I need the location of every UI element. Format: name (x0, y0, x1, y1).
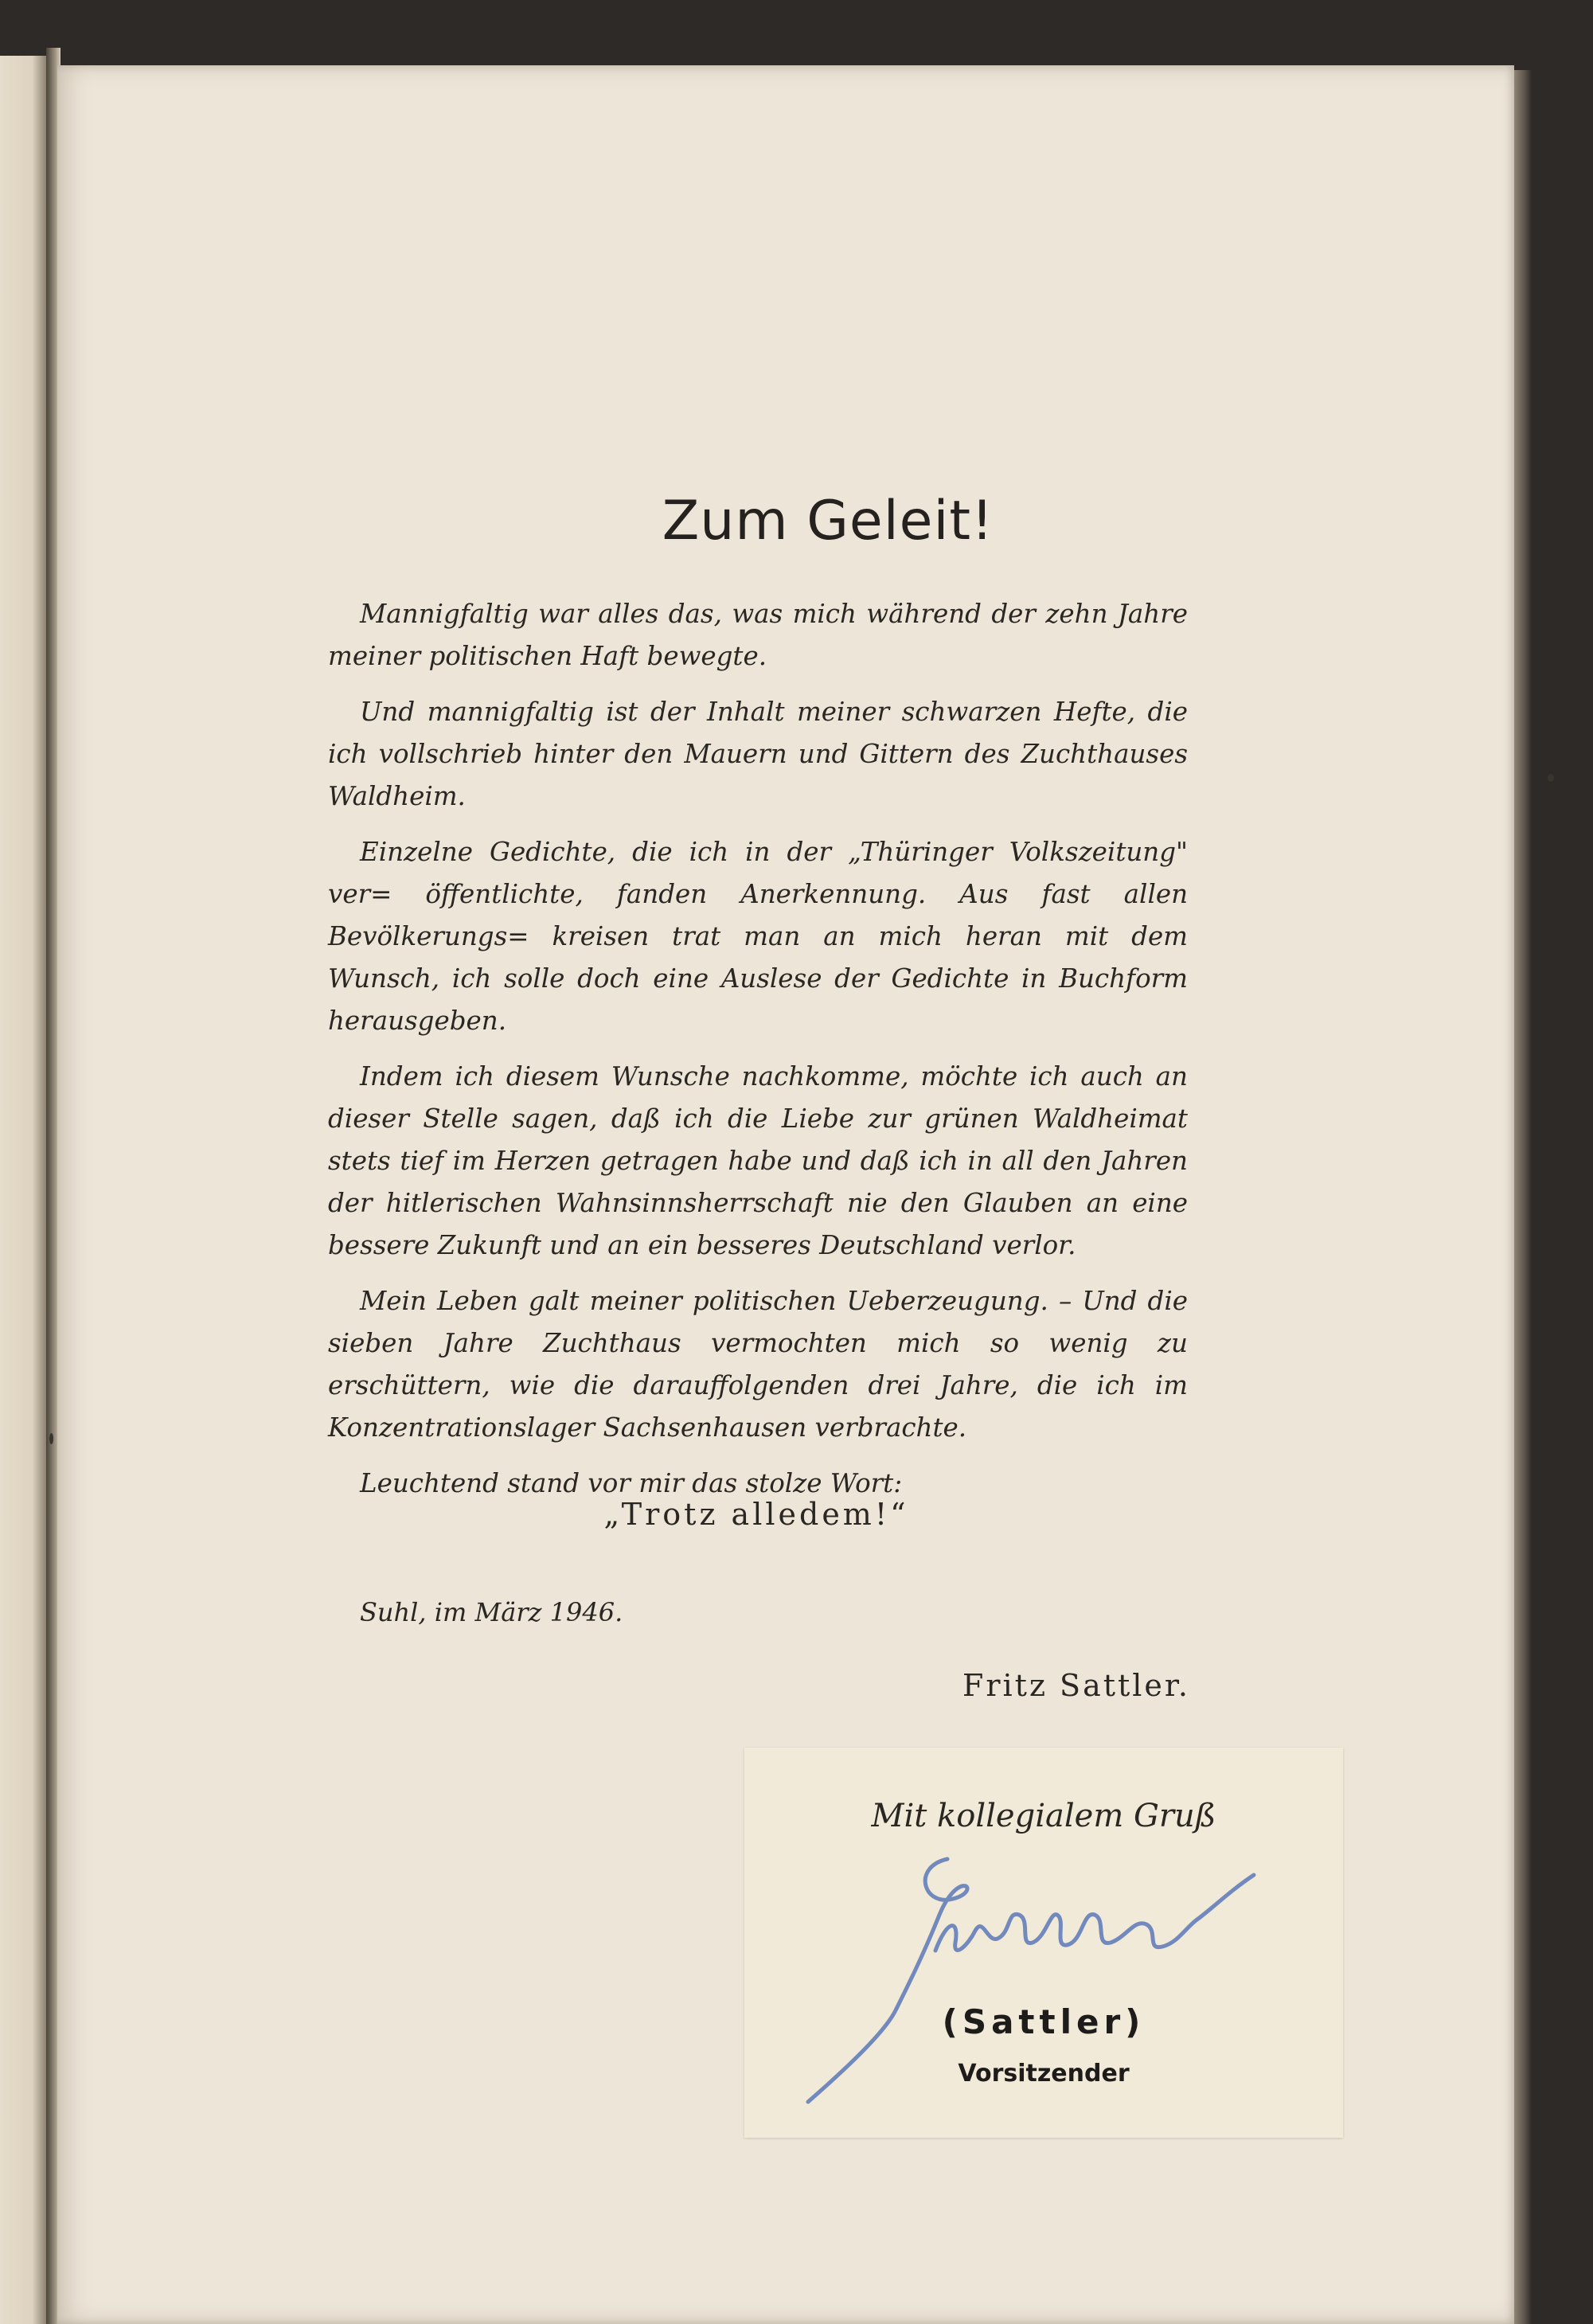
author-name: Fritz Sattler. (962, 1668, 1190, 1703)
left-page-edge (0, 56, 46, 2324)
paragraph: Einzelne Gedichte, die ich in der „Thüringer Volkszeitung" ver= öffentlichte, fanden Anerkennung. Aus fast allen Bevölkerungs= kreisen trat man an mich heran mit dem Wunsch, ich solle doch eine Auslese der Gedichte in Buchform herausgeben. (328, 837, 1188, 1036)
paragraph: Leuchtend stand vor mir das stolze Wort: (360, 1468, 903, 1498)
paper-speck (1548, 774, 1554, 782)
signatory-role: Vorsitzender (958, 2060, 1130, 2088)
pasted-greeting-label (744, 1748, 1343, 2138)
page-edge-shadow (1514, 70, 1532, 2324)
page-title: Zum Geleit! (662, 490, 994, 553)
motto: „Trotz alledem!“ (603, 1497, 909, 1532)
signatory-name: (Sattler) (942, 2002, 1146, 2041)
paragraph: Indem ich diesem Wunsche nachkomme, möchte ich auch an dieser Stelle sagen, daß ich die Liebe zur grünen Waldheimat stets tief im Herzen getragen habe und daß ich in all den Jahren der hitlerischen Wahnsinnsherrschaft nie den Glauben an eine bessere Zukunft und an ein besseres Deutschland verlor. (328, 1061, 1188, 1260)
foreword-body (328, 593, 1188, 1518)
paragraph: Mein Leben galt meiner politischen Ueberzeugung. – Und die sieben Jahre Zuchthaus vermochten mich so wenig zu erschüttern, wie die darauffolgenden drei Jahre, die ich im Konzentrationslager Sachsenhausen verbrachte. (328, 1286, 1188, 1443)
greeting-text: Mit kollegialem Gruß (871, 1798, 1216, 1834)
place-date: Suhl, im März 1946. (360, 1597, 623, 1627)
paragraph: Und mannigfaltig ist der Inhalt meiner schwarzen Hefte, die ich vollschrieb hinter den Mauern und Gittern des Zuchthauses Waldheim. (328, 697, 1188, 811)
paragraph: Mannigfaltig war alles das, was mich während der zehn Jahre meiner politischen Haft bewegte. (328, 599, 1188, 671)
paper-speck (49, 1433, 53, 1444)
